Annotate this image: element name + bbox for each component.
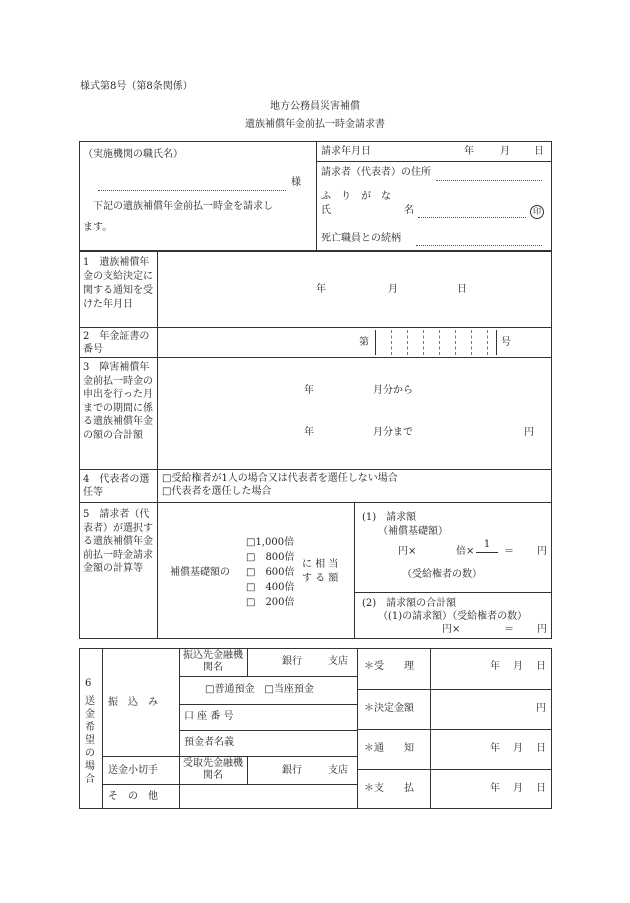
received-nen: 年: [490, 661, 500, 672]
option-600[interactable]: □ 600倍: [246, 567, 295, 578]
total-title: (2) 請求額の合計額: [362, 598, 457, 609]
account-holder-label: 預金者名義: [184, 737, 234, 748]
option-400[interactable]: □ 400倍: [246, 582, 295, 593]
base-amount-label: 補償基礎額の: [170, 567, 230, 578]
option-200[interactable]: □ 200倍: [246, 597, 295, 608]
payment-label: ＊支 払: [364, 783, 414, 794]
address-field[interactable]: [436, 180, 542, 181]
row3-from: 月分から: [373, 385, 413, 396]
relation-field[interactable]: [416, 245, 542, 246]
bank-shiten: 支店: [328, 656, 348, 667]
org-name-field[interactable]: [98, 190, 286, 191]
claim-yen-x: 円×: [398, 546, 417, 557]
received-hi: 日: [536, 661, 546, 672]
row2-go: 号: [501, 337, 511, 348]
row4-option-1[interactable]: □受給権者が1人の場合又は代表者を選任しない場合: [162, 473, 398, 484]
address-label: 請求者（代表者）の住所: [321, 167, 431, 178]
deposit-types[interactable]: □普通預金 □当座預金: [205, 684, 314, 695]
holders-count-label: （受給権者の数）: [402, 569, 482, 580]
fraction-numerator: 1: [483, 539, 491, 550]
request-text-2: ます。: [83, 222, 113, 233]
other-label: そ の 他: [108, 791, 158, 802]
total-eq: ＝: [504, 624, 514, 635]
date-tsuki: 月: [500, 146, 510, 157]
seal-mark: 印: [530, 205, 544, 219]
amount-label: す る 額: [302, 573, 339, 584]
payment-hi: 日: [536, 783, 546, 794]
decided-amount-label: ＊決定金額: [364, 703, 414, 714]
received-tsuki: 月: [513, 661, 523, 672]
received-label: ＊受 理: [364, 661, 414, 672]
date-hi: 日: [534, 146, 544, 157]
equivalent-label: に 相 当: [302, 559, 339, 570]
bank-label: 振込先金融機関名: [183, 650, 243, 673]
recv-bank-ginko: 銀行: [282, 765, 302, 776]
row5-label: 5 請求者（代表者）が選択する遺族補償年金前払一時金請求金額の計算等: [83, 509, 153, 574]
org-label: （実施機関の職氏名）: [83, 149, 183, 160]
claim-bai-x: 倍×: [456, 546, 475, 557]
date-nen: 年: [464, 146, 474, 157]
shi-label: 氏: [321, 205, 331, 216]
sama-label: 様: [291, 177, 301, 188]
row2-dai: 第: [359, 337, 369, 348]
relation-label: 死亡職員との続柄: [321, 233, 401, 244]
option-1000[interactable]: □1,000倍: [246, 537, 295, 548]
row3-label: 3 障害補償年金前払一時金の申出を行った月までの期間に係る遺族補償年金の額の合計額: [83, 362, 153, 441]
claim-eq: ＝: [504, 546, 514, 557]
option-800[interactable]: □ 800倍: [246, 552, 295, 563]
total-subtitle: （(1)の請求額）（受給権者の数）: [378, 611, 528, 622]
total-yen-x: 円×: [442, 624, 461, 635]
date-label: 請求年月日: [321, 146, 371, 157]
furikomi-label: 振 込 み: [108, 697, 158, 708]
bank-ginko: 銀行: [282, 656, 302, 667]
title-line-1: 地方公務員災害補償: [270, 101, 360, 112]
claim-yen: 円: [537, 546, 547, 557]
row4-label: 4 代表者の選任等: [83, 474, 150, 498]
notice-label: ＊通 知: [364, 743, 414, 754]
check-label: 送金小切手: [108, 765, 158, 776]
row1-tsuki: 月: [388, 284, 398, 295]
row3-nen-to: 年: [304, 427, 314, 438]
row3-nen-from: 年: [304, 385, 314, 396]
section-6-label: 送金希望の場合: [85, 696, 95, 785]
row1-hi: 日: [457, 284, 467, 295]
row1-nen: 年: [316, 284, 326, 295]
claim-title: (1) 請求額: [362, 512, 417, 523]
notice-hi: 日: [536, 743, 546, 754]
section-6-number: 6: [85, 678, 92, 689]
payment-nen: 年: [490, 783, 500, 794]
payment-tsuki: 月: [513, 783, 523, 794]
row1-label: 1 遺族補償年金の支給決定に関する通知を受けた年月日: [83, 257, 153, 310]
account-number-label: 口 座 番 号: [184, 711, 234, 722]
notice-nen: 年: [490, 743, 500, 754]
name-field[interactable]: [418, 217, 526, 218]
recv-bank-label: 受取先金融機関名: [183, 758, 243, 781]
total-yen: 円: [537, 624, 547, 635]
claim-subtitle: （補償基礎額）: [378, 526, 448, 537]
row2-label: 2 年金証書の番号: [83, 331, 150, 355]
row3-to: 月分まで: [373, 427, 413, 438]
mei-label: 名: [404, 205, 414, 216]
decided-amount-yen: 円: [536, 703, 546, 714]
title-line-2: 遺族補償年金前払一時金請求書: [245, 119, 385, 130]
form-number: 様式第8号（第8条関係）: [80, 81, 193, 92]
recv-bank-shiten: 支店: [328, 765, 348, 776]
fraction-line: [476, 552, 498, 553]
row4-option-2[interactable]: □代表者を選任した場合: [162, 486, 272, 497]
request-text: 下記の遺族補償年金前払一時金を請求し: [93, 201, 273, 212]
notice-tsuki: 月: [513, 743, 523, 754]
furigana-label: ふ り が な: [321, 191, 391, 202]
row3-yen: 円: [524, 427, 534, 438]
